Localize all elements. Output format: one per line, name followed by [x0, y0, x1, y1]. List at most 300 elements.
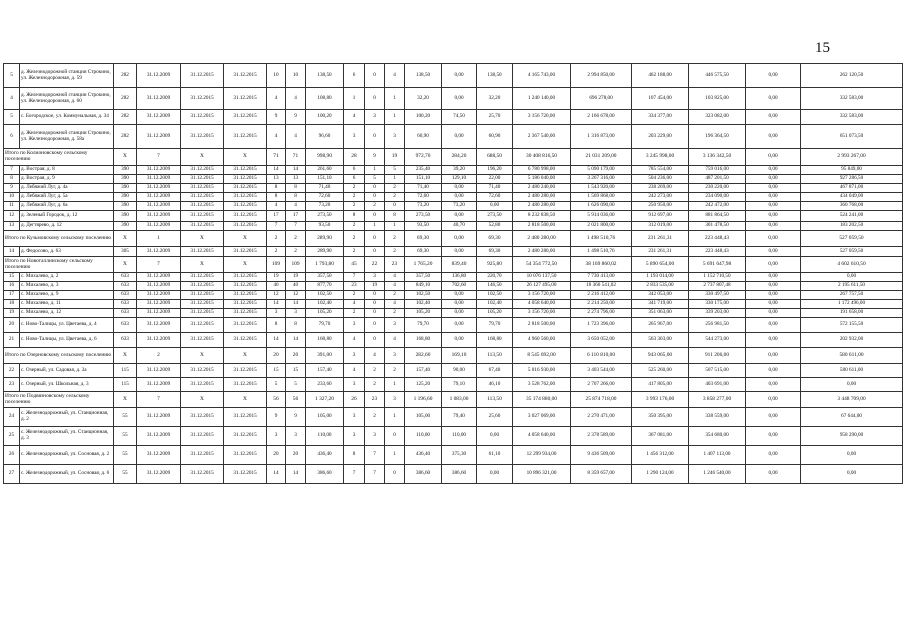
value-cell: 20: [286, 446, 306, 465]
value-cell: 31.12.2015: [224, 291, 267, 300]
value-cell: 4: [344, 333, 365, 348]
table-row: [4, 125, 903, 149]
value-cell: 8: [267, 193, 286, 202]
value-cell: 4: [344, 300, 365, 309]
value-cell: 0,00: [442, 231, 477, 247]
value-cell: 109: [286, 257, 306, 273]
value-cell: 19: [365, 282, 385, 291]
value-cell: 3 528 762,00: [513, 378, 571, 392]
value-cell: 79,10: [442, 378, 477, 392]
table-row: [4, 211, 903, 222]
value-cell: 72,60: [477, 193, 513, 202]
value-cell: 71,40: [477, 184, 513, 193]
value-cell: 31.12.2015: [181, 291, 224, 300]
value-cell: 23: [365, 392, 385, 408]
value-cell: 115: [114, 378, 137, 392]
value-cell: 273,50: [405, 211, 442, 222]
value-cell: 6 780 998,00: [513, 166, 571, 175]
value-cell: 2: [344, 202, 365, 211]
row-number-cell: 4: [4, 88, 20, 110]
value-cell: 341 719,00: [632, 300, 689, 309]
value-cell: 31.12.2009: [137, 273, 181, 282]
value-cell: 234 090,00: [689, 193, 746, 202]
table-row: [4, 110, 903, 125]
value-cell: 462 188,00: [632, 64, 689, 88]
value-cell: 223 448,43: [689, 231, 746, 247]
value-cell: 19: [385, 149, 405, 166]
value-cell: 446 575,50: [689, 64, 746, 88]
value-cell: 31.12.2015: [181, 378, 224, 392]
value-cell: 1 543 920,00: [571, 184, 632, 193]
value-cell: 25,70: [477, 110, 513, 125]
value-cell: 31.12.2015: [181, 211, 224, 222]
value-cell: 0,00: [442, 88, 477, 110]
table-total-row: [4, 392, 903, 408]
value-cell: 69,30: [405, 231, 442, 247]
value-cell: 0,00: [442, 333, 477, 348]
address-cell: д. Лебяжий Луг, д. 5а: [20, 193, 114, 202]
value-cell: 351 063,00: [632, 309, 689, 318]
value-cell: 403 691,00: [689, 378, 746, 392]
value-cell: 71,40: [405, 184, 442, 193]
value-cell: 31.12.2009: [137, 175, 181, 184]
value-cell: 0,00: [746, 257, 801, 273]
value-cell: 8: [286, 193, 306, 202]
row-number-cell: 16: [4, 282, 20, 291]
value-cell: 5 914 036,00: [571, 211, 632, 222]
table-row: [4, 175, 903, 184]
value-cell: 0,00: [746, 291, 801, 300]
value-cell: 1: [385, 88, 405, 110]
value-cell: 31.12.2009: [137, 88, 181, 110]
value-cell: 19: [267, 273, 286, 282]
value-cell: 31.12.2015: [224, 184, 267, 193]
value-cell: 1 196,60: [405, 392, 442, 408]
value-cell: 5: [267, 378, 286, 392]
value-cell: 102,50: [306, 291, 344, 300]
value-cell: 7: [267, 222, 286, 231]
value-cell: 102,50: [405, 291, 442, 300]
value-cell: 4: [385, 300, 405, 309]
value-cell: 31.12.2015: [224, 427, 267, 446]
value-cell: 0,00: [746, 408, 801, 427]
value-cell: 109: [267, 257, 286, 273]
table-row: [4, 247, 903, 257]
value-cell: 354 680,00: [689, 427, 746, 446]
address-cell: с. Михалево, д. 12: [20, 309, 114, 318]
value-cell: 31.12.2009: [137, 333, 181, 348]
value-cell: 527 059,50: [801, 247, 903, 257]
value-cell: 5 890 654,00: [632, 257, 689, 273]
value-cell: 4: [385, 273, 405, 282]
value-cell: 0,00: [746, 88, 801, 110]
row-number-cell: 18: [4, 300, 20, 309]
value-cell: 31.12.2015: [181, 222, 224, 231]
value-cell: 3 403 544,00: [571, 364, 632, 378]
value-cell: 0: [365, 247, 385, 257]
value-cell: 580 611,00: [801, 348, 903, 364]
row-number-cell: 13: [4, 222, 20, 231]
value-cell: 0,00: [477, 202, 513, 211]
value-cell: 26: [344, 392, 365, 408]
value-cell: 390: [114, 202, 137, 211]
value-cell: 2: [385, 184, 405, 193]
table-row: [4, 273, 903, 282]
row-number-cell: 15: [4, 273, 20, 282]
value-cell: 238 269,00: [632, 184, 689, 193]
address-cell: с. Железнодорожный, ул. Сосновая, д. 2: [20, 446, 114, 465]
value-cell: 40: [267, 282, 286, 291]
value-cell: 110,00: [306, 427, 344, 446]
address-cell: д. Железнодорожной станции Строкино, ул. Железнодорожная, д. 58а: [20, 125, 114, 149]
value-cell: 572 155,50: [801, 318, 903, 333]
value-cell: 3: [344, 427, 365, 446]
value-cell: 31.12.2015: [224, 333, 267, 348]
value-cell: 31.12.2015: [224, 64, 267, 88]
row-number-cell: 19: [4, 309, 20, 318]
value-cell: 0,00: [746, 273, 801, 282]
value-cell: 3 993 176,00: [632, 392, 689, 408]
value-cell: 31.12.2015: [224, 408, 267, 427]
value-cell: 2: [344, 184, 365, 193]
value-cell: 31.12.2015: [181, 125, 224, 149]
value-cell: 4: [286, 202, 306, 211]
table-row: [4, 193, 903, 202]
table-row: [4, 291, 903, 300]
value-cell: 14: [286, 333, 306, 348]
value-cell: 71: [286, 149, 306, 166]
value-cell: 0,00: [746, 110, 801, 125]
table-row: [4, 427, 903, 446]
value-cell: 338 559,00: [689, 408, 746, 427]
value-cell: 5 186 040,00: [513, 175, 571, 184]
value-cell: 1: [365, 166, 385, 175]
value-cell: 2: [267, 247, 286, 257]
value-cell: 40,70: [442, 222, 477, 231]
value-cell: 2 214 250,00: [571, 300, 632, 309]
value-cell: 2 480 240,00: [513, 184, 571, 193]
value-cell: 633: [114, 282, 137, 291]
address-cell: д. Федосово, д. 63: [20, 247, 114, 257]
row-number-cell: 7: [4, 166, 20, 175]
value-cell: 31.12.2015: [181, 309, 224, 318]
value-cell: 282: [114, 125, 137, 149]
address-cell: д. Вострая, д. 8: [20, 166, 114, 175]
table-row: [4, 222, 903, 231]
value-cell: 157,40: [306, 364, 344, 378]
value-cell: 17: [286, 211, 306, 222]
value-cell: 436,40: [306, 446, 344, 465]
value-cell: 0,00: [477, 465, 513, 484]
value-cell: 696 278,00: [571, 88, 632, 110]
value-cell: 79,70: [306, 318, 344, 333]
value-cell: 1: [385, 110, 405, 125]
value-cell: 46,10: [477, 378, 513, 392]
value-cell: 12: [286, 291, 306, 300]
table-row: [4, 300, 903, 309]
value-cell: 2 737 807,48: [689, 282, 746, 291]
value-cell: 2 378 589,00: [571, 427, 632, 446]
value-cell: 100,20: [306, 110, 344, 125]
value-cell: 31.12.2015: [224, 175, 267, 184]
value-cell: 23: [344, 282, 365, 291]
value-cell: 524 241,00: [801, 211, 903, 222]
value-cell: 8 359 657,00: [571, 465, 632, 484]
value-cell: 2 274 796,00: [571, 309, 632, 318]
value-cell: 31.12.2015: [224, 465, 267, 484]
address-cell: д. Зеленый Городок, д. 12: [20, 211, 114, 222]
value-cell: 0,00: [746, 318, 801, 333]
value-cell: 3 448 709,00: [801, 392, 903, 408]
value-cell: 0,00: [801, 446, 903, 465]
total-label-cell: Итого по Озерновскому сельскому поселению: [4, 348, 114, 364]
value-cell: 2 480 280,00: [513, 193, 571, 202]
value-cell: 507 515,00: [689, 364, 746, 378]
value-cell: 169,10: [442, 348, 477, 364]
value-cell: 4: [385, 282, 405, 291]
value-cell: 1: [385, 408, 405, 427]
value-cell: 100,20: [405, 110, 442, 125]
value-cell: 282,60: [405, 348, 442, 364]
value-cell: 3: [365, 427, 385, 446]
value-cell: 7: [344, 465, 365, 484]
value-cell: 31.12.2015: [181, 273, 224, 282]
value-cell: 6: [344, 64, 365, 88]
value-cell: 31.12.2009: [137, 291, 181, 300]
address-cell: д. Лебяжий Луг, д. 6а: [20, 202, 114, 211]
value-cell: 282: [114, 110, 137, 125]
value-cell: 9: [267, 408, 286, 427]
value-cell: 26 127 495,00: [513, 282, 571, 291]
value-cell: X: [224, 392, 267, 408]
address-cell: с. Озерный, ул. Школьная, д. 3: [20, 378, 114, 392]
value-cell: 102,40: [477, 300, 513, 309]
value-cell: 2: [385, 231, 405, 247]
value-cell: 233,60: [306, 378, 344, 392]
value-cell: 273,50: [306, 211, 344, 222]
row-number-cell: 26: [4, 446, 20, 465]
value-cell: 0,00: [746, 184, 801, 193]
value-cell: 4 058 640,00: [513, 300, 571, 309]
value-cell: 31.12.2009: [137, 300, 181, 309]
value-cell: 7: [137, 392, 181, 408]
value-cell: 544 273,00: [689, 333, 746, 348]
value-cell: 391,00: [306, 348, 344, 364]
value-cell: 0,00: [442, 300, 477, 309]
value-cell: 3 156 720,00: [513, 309, 571, 318]
value-cell: 1 723 396,00: [571, 318, 632, 333]
value-cell: 0,00: [746, 378, 801, 392]
value-cell: 3 156 720,00: [513, 291, 571, 300]
value-cell: 2 367 540,00: [513, 125, 571, 149]
value-cell: 31.12.2009: [137, 465, 181, 484]
housing-program-table: [3, 63, 903, 484]
value-cell: 8: [267, 184, 286, 193]
value-cell: 2: [137, 348, 181, 364]
value-cell: 0: [365, 211, 385, 222]
value-cell: 688,50: [477, 149, 513, 166]
value-cell: 31.12.2015: [181, 465, 224, 484]
value-cell: 31.12.2015: [224, 222, 267, 231]
value-cell: 15: [267, 364, 286, 378]
value-cell: 350 395,00: [632, 408, 689, 427]
value-cell: 958 290,00: [801, 427, 903, 446]
value-cell: 31.12.2015: [224, 110, 267, 125]
value-cell: 273,50: [477, 211, 513, 222]
value-cell: 386,60: [442, 465, 477, 484]
value-cell: 332 583,00: [801, 88, 903, 110]
value-cell: 633: [114, 333, 137, 348]
value-cell: 7: [365, 446, 385, 465]
value-cell: 5: [365, 175, 385, 184]
value-cell: 3 245 998,00: [632, 149, 689, 166]
value-cell: 196 364,50: [689, 125, 746, 149]
value-cell: 10: [286, 64, 306, 88]
value-cell: 31.12.2015: [224, 88, 267, 110]
value-cell: 235,40: [405, 166, 442, 175]
value-cell: 0,00: [746, 427, 801, 446]
value-cell: 8 232 838,50: [513, 211, 571, 222]
value-cell: 2 166 678,00: [571, 110, 632, 125]
value-cell: 3 027 069,00: [513, 408, 571, 427]
value-cell: 113,50: [477, 392, 513, 408]
value-cell: 10 076 137,50: [513, 273, 571, 282]
row-number-cell: 5: [4, 110, 20, 125]
address-cell: с. Ново-Талицы, ул. Цветаева, д. 6: [20, 333, 114, 348]
value-cell: 45: [344, 257, 365, 273]
value-cell: 267 757,50: [801, 291, 903, 300]
value-cell: 1 172 496,00: [801, 300, 903, 309]
value-cell: 3 858 277,00: [689, 392, 746, 408]
address-cell: с. Железнодорожный, ул. Сосновая, д. 6: [20, 465, 114, 484]
address-cell: с. Ново-Талицы, ул. Цветаева, д. 4: [20, 318, 114, 333]
value-cell: 2: [385, 193, 405, 202]
value-cell: 31.12.2015: [224, 273, 267, 282]
value-cell: 0: [385, 202, 405, 211]
table-row: [4, 202, 903, 211]
value-cell: 90,00: [442, 364, 477, 378]
value-cell: 289,90: [306, 247, 344, 257]
value-cell: 3: [385, 318, 405, 333]
value-cell: 7 730 413,00: [571, 273, 632, 282]
value-cell: 1 083,00: [442, 392, 477, 408]
value-cell: 69,30: [477, 231, 513, 247]
value-cell: 31.12.2009: [137, 184, 181, 193]
value-cell: 110,00: [405, 427, 442, 446]
table-row: [4, 446, 903, 465]
value-cell: 102,50: [477, 291, 513, 300]
table-body: [4, 64, 903, 484]
value-cell: 31.12.2015: [224, 318, 267, 333]
value-cell: 1 316 873,00: [571, 125, 632, 149]
value-cell: 31.12.2009: [137, 64, 181, 88]
value-cell: 102,40: [405, 300, 442, 309]
value-cell: X: [114, 149, 137, 166]
value-cell: 136,80: [442, 273, 477, 282]
value-cell: 0: [365, 291, 385, 300]
table-total-row: [4, 231, 903, 247]
total-label-cell: Итого по Подвязновскому сельскому поселению: [4, 392, 114, 408]
value-cell: 1 327,20: [306, 392, 344, 408]
value-cell: 527 059,50: [801, 231, 903, 247]
value-cell: 323 082,00: [689, 110, 746, 125]
value-cell: 31.12.2015: [224, 193, 267, 202]
value-cell: X: [224, 231, 267, 247]
value-cell: 21 031 209,00: [571, 149, 632, 166]
value-cell: 2: [385, 247, 405, 257]
table-total-row: [4, 348, 903, 364]
value-cell: 31.12.2009: [137, 282, 181, 291]
value-cell: 72,60: [405, 193, 442, 202]
value-cell: 9: [365, 149, 385, 166]
total-label-cell: Итого по Колионовскому сельскому поселению: [4, 149, 114, 166]
value-cell: 1 290 124,00: [632, 465, 689, 484]
value-cell: 3: [344, 408, 365, 427]
value-cell: 3: [365, 273, 385, 282]
value-cell: 56: [286, 392, 306, 408]
value-cell: 8: [286, 184, 306, 193]
value-cell: 31.12.2015: [181, 364, 224, 378]
value-cell: 3 156 720,00: [513, 110, 571, 125]
value-cell: 0,00: [746, 333, 801, 348]
value-cell: 31.12.2009: [137, 378, 181, 392]
value-cell: 1 193 014,00: [632, 273, 689, 282]
value-cell: 28: [344, 149, 365, 166]
value-cell: 14: [286, 166, 306, 175]
value-cell: 2 818 500,00: [513, 222, 571, 231]
value-cell: 2: [365, 378, 385, 392]
value-cell: 390: [114, 175, 137, 184]
value-cell: 0,00: [746, 364, 801, 378]
value-cell: 334 377,00: [632, 110, 689, 125]
address-cell: с. Железнодорожный, ул. Станционная, д. 3: [20, 427, 114, 446]
value-cell: 1 498 510,76: [571, 231, 632, 247]
value-cell: 105,00: [405, 408, 442, 427]
value-cell: 31.12.2015: [224, 309, 267, 318]
value-cell: 434 049,00: [801, 193, 903, 202]
value-cell: 31.12.2009: [137, 364, 181, 378]
value-cell: 31.12.2015: [181, 202, 224, 211]
value-cell: 0,00: [746, 348, 801, 364]
table-row: [4, 465, 903, 484]
value-cell: 31.12.2015: [181, 184, 224, 193]
value-cell: 14: [286, 300, 306, 309]
value-cell: 31.12.2015: [181, 333, 224, 348]
value-cell: 2: [344, 231, 365, 247]
value-cell: 10 896 321,00: [513, 465, 571, 484]
value-cell: 1: [344, 88, 365, 110]
value-cell: 31.12.2015: [181, 282, 224, 291]
value-cell: X: [114, 231, 137, 247]
value-cell: 849,10: [405, 282, 442, 291]
value-cell: 31.12.2009: [137, 211, 181, 222]
value-cell: 96,60: [306, 125, 344, 149]
value-cell: 55: [114, 465, 137, 484]
value-cell: 357,50: [405, 273, 442, 282]
value-cell: 31.12.2015: [181, 408, 224, 427]
value-cell: 73,20: [405, 202, 442, 211]
value-cell: 17: [267, 211, 286, 222]
value-cell: 3: [385, 348, 405, 364]
value-cell: 31.12.2009: [137, 125, 181, 149]
value-cell: 20: [267, 446, 286, 465]
value-cell: 2 270 471,00: [571, 408, 632, 427]
value-cell: 1 152 710,50: [689, 273, 746, 282]
value-cell: 14: [267, 300, 286, 309]
value-cell: 125,20: [405, 378, 442, 392]
value-cell: 14: [267, 166, 286, 175]
total-label-cell: Итого по Новоталлинскому сельскому поселению: [4, 257, 114, 273]
